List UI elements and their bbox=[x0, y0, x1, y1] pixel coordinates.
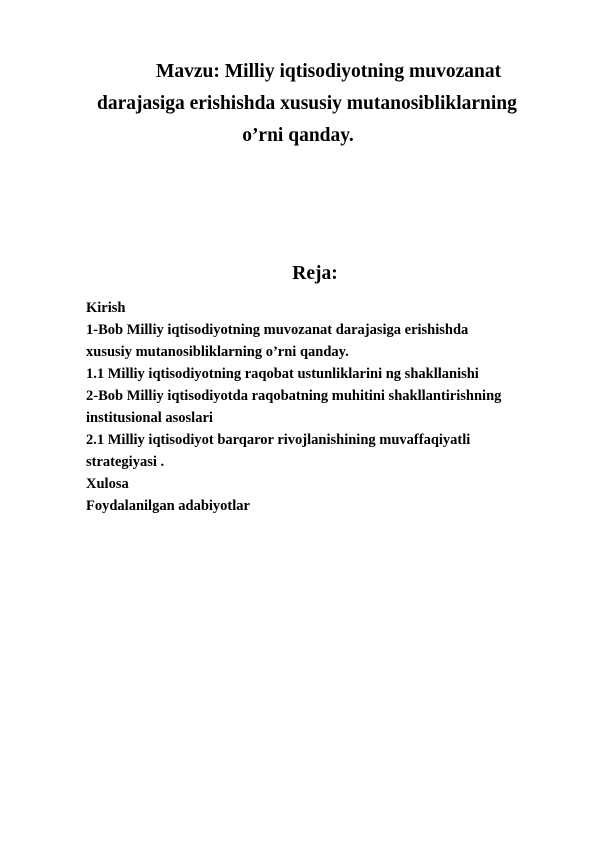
toc-item-chapter-2: 2-Bob Milliy iqtisodiyotda raqobatning muhitini shakllantirishning bbox=[86, 388, 502, 404]
toc-item-references: Foydalanilgan adabiyotlar bbox=[86, 498, 250, 514]
title-line: Mavzu: Milliy iqtisodiyotning muvozanat bbox=[156, 61, 502, 82]
toc-item-introduction: Kirish bbox=[86, 300, 126, 316]
title-line: o’rni qanday. bbox=[242, 125, 354, 146]
toc-item-chapter-2-cont: institusional asoslari bbox=[86, 410, 213, 426]
toc-item-chapter-1-cont: xususiy mutanosibliklarning o’rni qanday. bbox=[86, 344, 349, 360]
plan-heading: Reja: bbox=[292, 263, 338, 284]
toc-item-chapter-1: 1-Bob Milliy iqtisodiyotning muvozanat darajasiga erishishda bbox=[86, 322, 469, 338]
toc-item-section-2-1: 2.1 Milliy iqtisodiyot barqaror rivojlanishining muvaffaqiyatli bbox=[86, 432, 471, 448]
title-line: darajasiga erishishda xususiy mutanosibliklarning bbox=[97, 93, 517, 114]
document-title bbox=[60, 56, 536, 152]
table-of-contents bbox=[86, 297, 556, 517]
toc-item-section-2-1-cont: strategiyasi . bbox=[86, 454, 165, 470]
toc-item-section-1-1: 1.1 Milliy iqtisodiyotning raqobat ustunliklarini ng shakllanishi bbox=[86, 366, 479, 382]
toc-item-conclusion: Xulosa bbox=[86, 476, 129, 492]
